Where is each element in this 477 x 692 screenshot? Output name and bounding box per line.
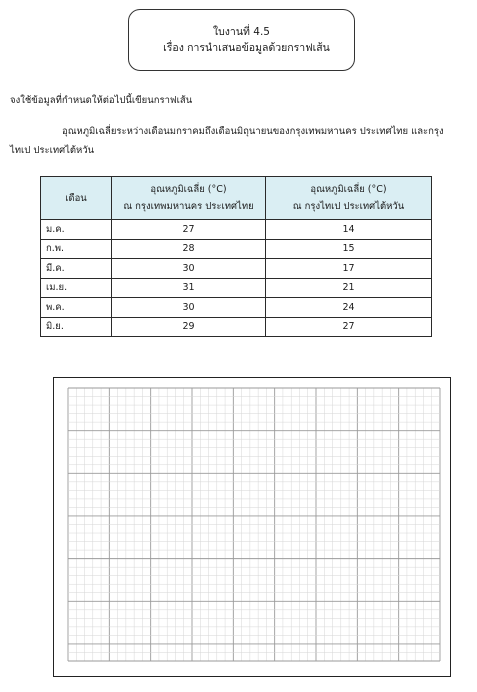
description-text xyxy=(10,122,470,160)
month-cell: มิ.ย. xyxy=(41,317,112,337)
taipei-header-line-2: ณ กรุงไทเป ประเทศไต้หวัน xyxy=(292,201,405,212)
taipei-temp-cell: 17 xyxy=(266,259,432,279)
table-row xyxy=(41,239,432,259)
worksheet-subject: เรื่อง การนำเสนอข้อมูลด้วยกราฟเส้น xyxy=(163,42,330,54)
table-row xyxy=(41,298,432,318)
worksheet-number: ใบงานที่ 4.5 xyxy=(213,26,270,38)
taipei-header xyxy=(266,177,432,220)
bangkok-header xyxy=(112,177,266,220)
bangkok-temp-cell: 27 xyxy=(112,220,266,240)
bangkok-header-line-1: อุณหภูมิเฉลี่ย (°C) xyxy=(150,184,227,195)
table-row xyxy=(41,259,432,279)
taipei-temp-cell: 24 xyxy=(266,298,432,318)
instruction-text: จงใช้ข้อมูลที่กำหนดให้ต่อไปนี้เขียนกราฟเส้น xyxy=(10,95,193,106)
graph-paper-grid xyxy=(54,378,450,676)
table-row xyxy=(41,317,432,337)
taipei-temp-cell: 14 xyxy=(266,220,432,240)
table-row xyxy=(41,220,432,240)
temperature-table xyxy=(40,176,432,337)
taipei-temp-cell: 27 xyxy=(266,317,432,337)
bangkok-temp-cell: 31 xyxy=(112,278,266,298)
description-line-2: ไทเป ประเทศไต้หวัน xyxy=(10,145,95,156)
bangkok-temp-cell: 30 xyxy=(112,298,266,318)
month-header: เดือน xyxy=(41,177,112,220)
bangkok-temp-cell: 29 xyxy=(112,317,266,337)
taipei-header-line-1: อุณหภูมิเฉลี่ย (°C) xyxy=(310,184,387,195)
bangkok-header-line-2: ณ กรุงเทพมหานคร ประเทศไทย xyxy=(123,201,254,212)
month-cell: พ.ค. xyxy=(41,298,112,318)
taipei-temp-cell: 15 xyxy=(266,239,432,259)
month-cell: มี.ค. xyxy=(41,259,112,279)
month-cell: ก.พ. xyxy=(41,239,112,259)
bangkok-temp-cell: 30 xyxy=(112,259,266,279)
bangkok-temp-cell: 28 xyxy=(112,239,266,259)
table-header-row xyxy=(41,177,432,220)
month-cell: ม.ค. xyxy=(41,220,112,240)
taipei-temp-cell: 21 xyxy=(266,278,432,298)
worksheet-title-box xyxy=(128,9,355,71)
month-cell: เม.ย. xyxy=(41,278,112,298)
graph-paper-frame xyxy=(53,377,451,677)
table-row xyxy=(41,278,432,298)
description-line-1: อุณหภูมิเฉลี่ยระหว่างเดือนมกราคมถึงเดือนมิถุนายนของกรุงเทพมหานคร ประเทศไทย และกรุง xyxy=(62,126,444,137)
